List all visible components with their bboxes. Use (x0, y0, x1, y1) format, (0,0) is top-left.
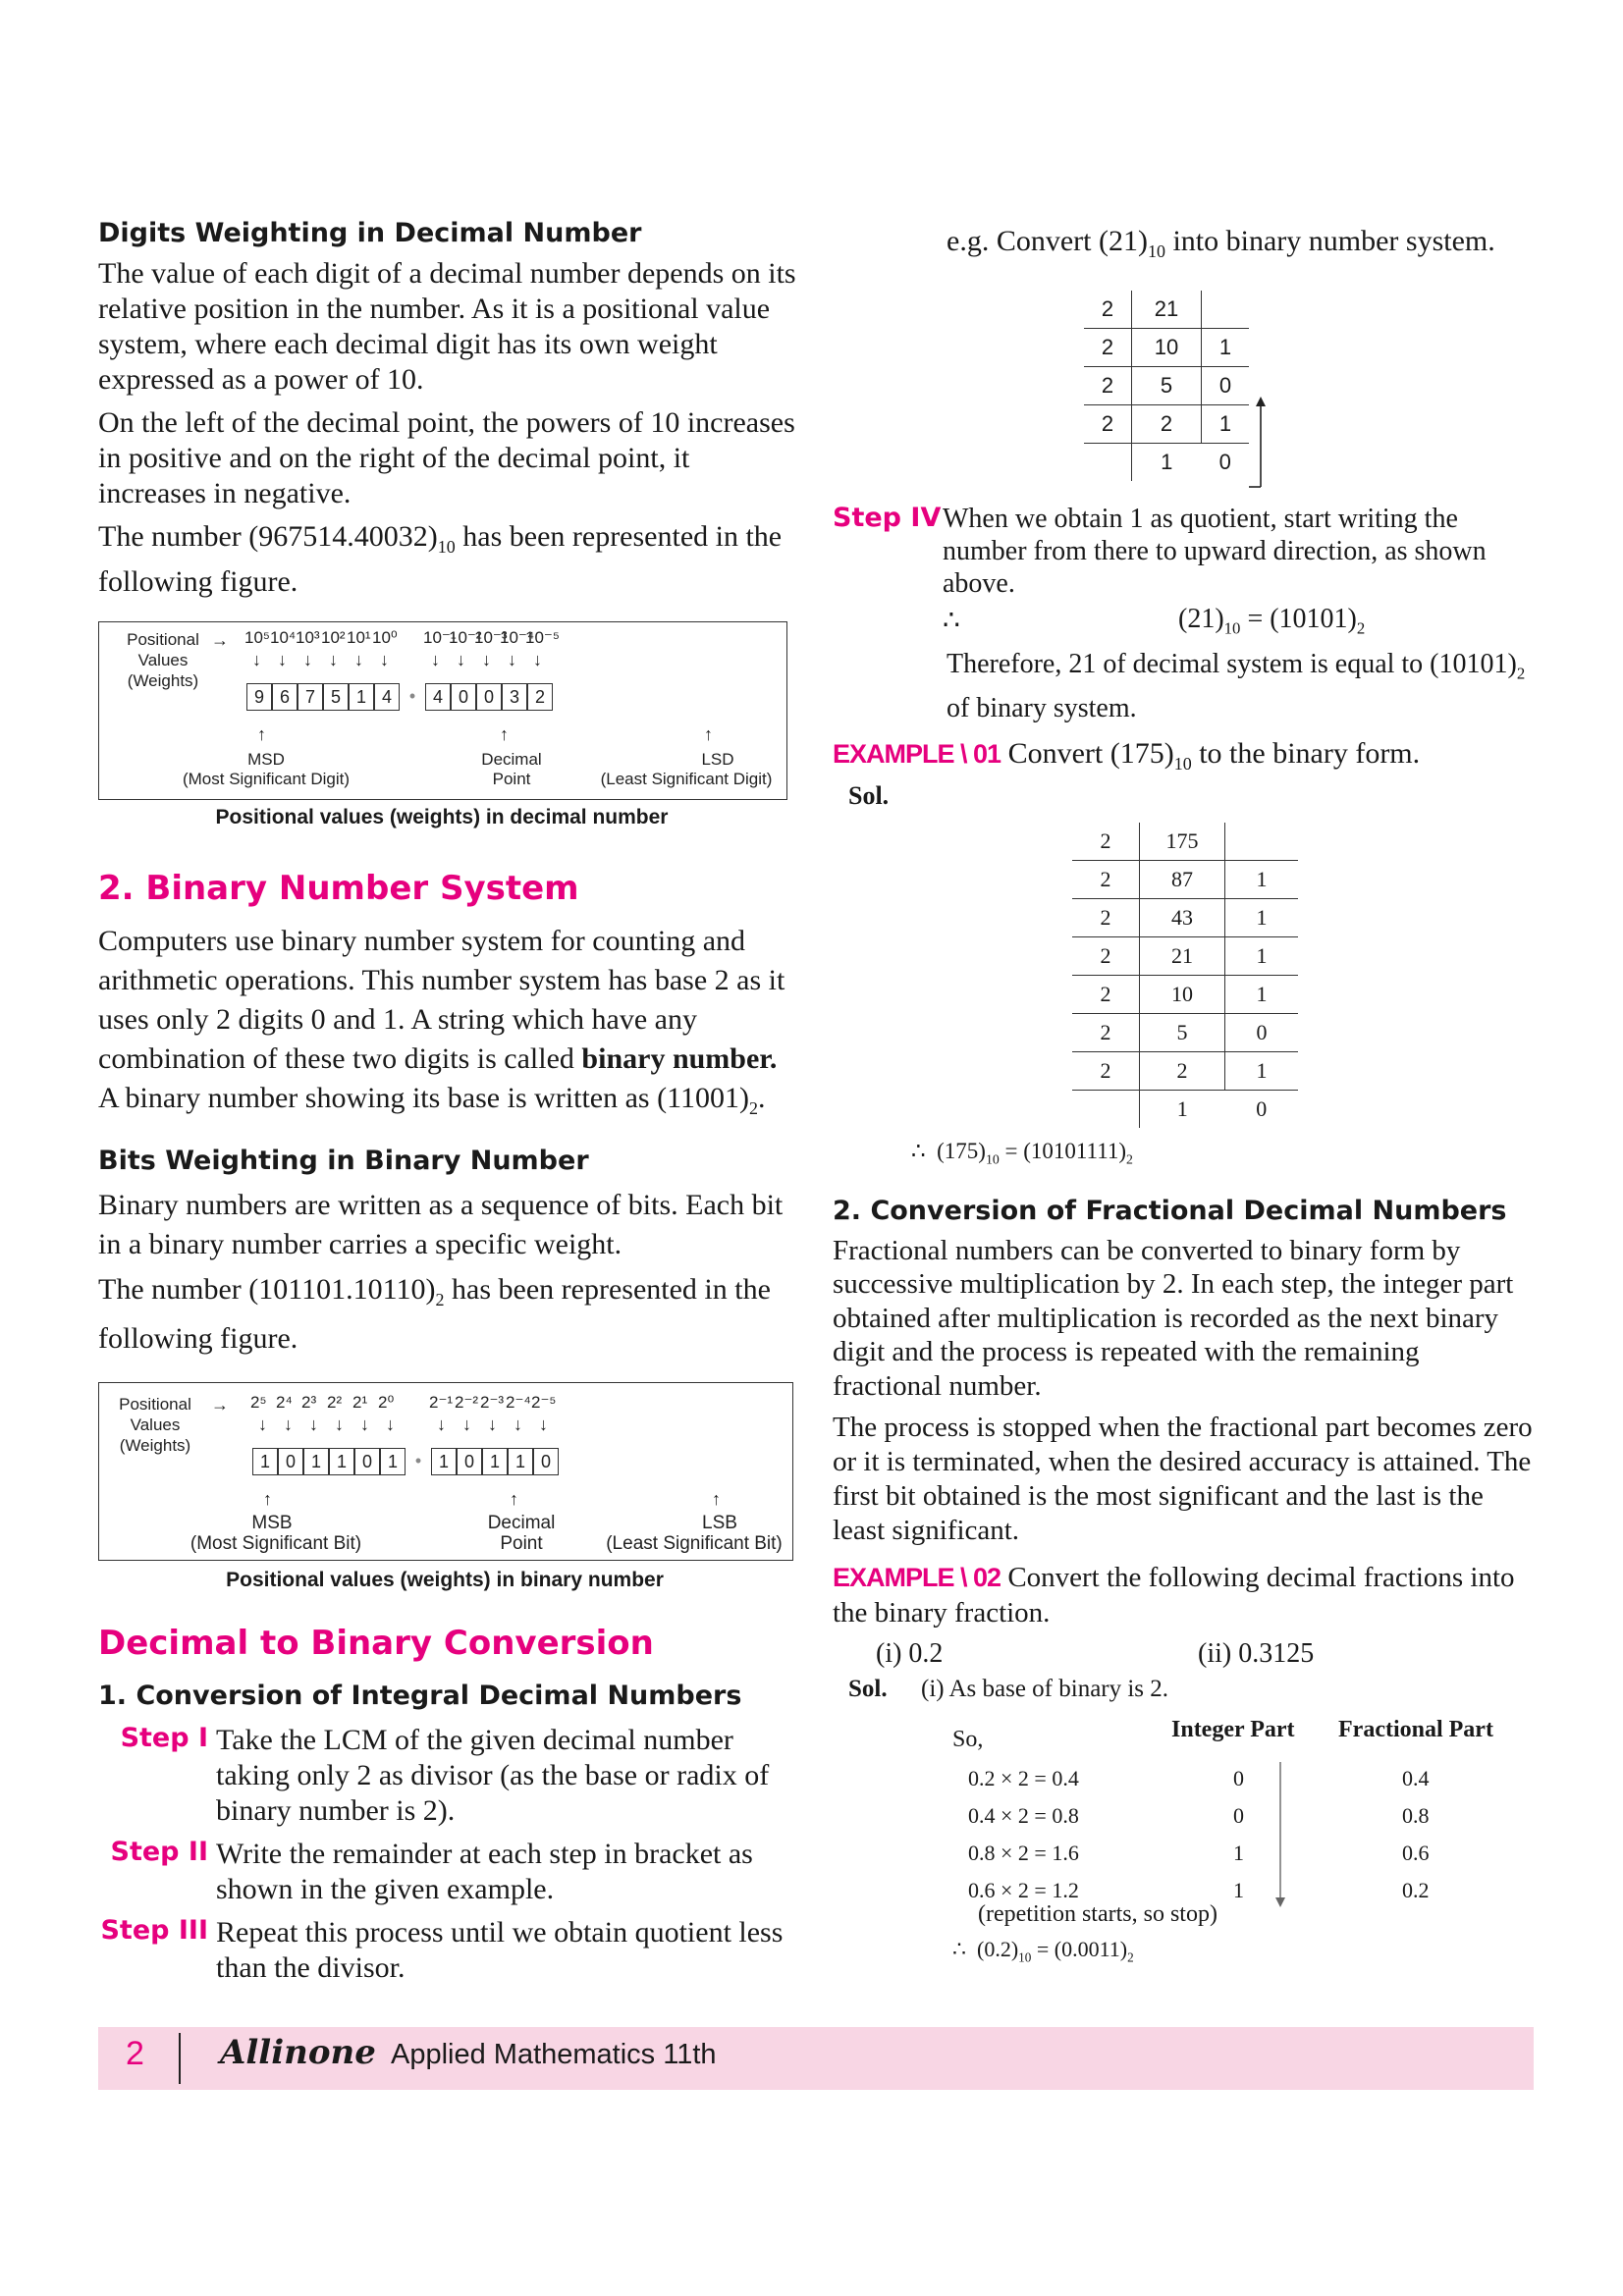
digit-cell: 0 (354, 1448, 380, 1475)
therefore-text: Therefore, 21 of decimal system is equal to $(10101)_2$ of binary system. (947, 648, 1526, 724)
table-cell: 87 (1140, 861, 1225, 899)
fraction-row-expr: 0.8 × 2 = 1.6 (968, 1841, 1079, 1866)
up-arrow-icon: ↑ (510, 1489, 518, 1509)
digit-cell: 1 (329, 1448, 354, 1475)
table-row (1072, 899, 1298, 937)
digit-cell: 6 (272, 683, 298, 711)
col-fractional-part: Fractional Part (1338, 1717, 1493, 1743)
heading-integral-conversion: 1. Conversion of Integral Decimal Numbers (98, 1681, 742, 1711)
power-label: 2⁰ (378, 1393, 395, 1412)
table-cell: 1 (1202, 405, 1250, 444)
paragraph-digits-3: The number $(967514.40032)_{10}$ has been represented in the following figure. (98, 520, 783, 598)
table-row (1072, 1052, 1298, 1091)
fraction-row-int: 0 (1233, 1766, 1244, 1791)
up-arrow-icon (1249, 397, 1278, 495)
up-arrow-icon: ↑ (712, 1489, 721, 1509)
step-2-label: Step II (110, 1837, 208, 1867)
step-3-text: Repeat this process until we obtain quotient less than the divisor. (216, 1916, 784, 1984)
msb-label: MSB (251, 1513, 293, 1533)
table-cell (1225, 823, 1299, 861)
fig-label-values: Values (130, 1415, 181, 1434)
power-label: 10⁻⁵ (525, 628, 560, 647)
fig-label-positional: Positional (127, 630, 199, 649)
table-cell: 0 (1256, 1096, 1268, 1122)
table-cell: 2 (1132, 405, 1202, 444)
fraction-row-frac: 0.6 (1402, 1841, 1430, 1866)
table-cell: 5 (1132, 367, 1202, 405)
power-label: 2⁻¹ (429, 1393, 454, 1412)
digit-cell: 1 (303, 1448, 329, 1475)
lsd-full-label: (Least Significant Digit) (600, 770, 773, 788)
digit-cell: 0 (476, 683, 502, 711)
example-2-part-i: (i) 0.2 (876, 1638, 944, 1670)
table-cell (1084, 444, 1132, 482)
digit-cell: 7 (298, 683, 323, 711)
heading-decimal-to-binary: Decimal to Binary Conversion (98, 1624, 654, 1663)
heading-fractional-conversion: 2. Conversion of Fractional Decimal Numbers (833, 1195, 1507, 1226)
step-1-text: Take the LCM of the given decimal number taking only 2 as divisor (as the base or radix of binary number is 2). (216, 1724, 770, 1827)
msd-label: MSD (247, 750, 285, 769)
down-arrow-icon: ↓ (360, 1415, 369, 1434)
digit-cell: 0 (278, 1448, 303, 1475)
table-cell: 1 (1176, 1096, 1188, 1122)
step-2 (98, 1837, 797, 1907)
example-2: EXAMPLE \ 02 Convert the following decimal fractions into the binary fraction. (833, 1562, 1515, 1629)
therefore-symbol: ∴ (943, 606, 960, 636)
table-cell: 10 (1132, 329, 1202, 367)
decimal-point-label-2: Point (500, 1533, 543, 1554)
example-2-part-ii: (ii) 0.3125 (1198, 1638, 1315, 1670)
up-arrow-icon: ↑ (500, 724, 509, 744)
table-row (1084, 329, 1249, 367)
caption-binary-figure: Positional values (weights) in binary number (226, 1569, 664, 1591)
down-arrow-icon: ↓ (462, 1415, 471, 1434)
table-cell: 2 (1140, 1052, 1225, 1091)
power-label: 2¹ (352, 1393, 368, 1412)
lsb-full-label: (Least Significant Bit) (606, 1533, 783, 1554)
step-3-label: Step III (100, 1915, 208, 1946)
up-arrow-icon: ↑ (257, 724, 266, 744)
digit-cell: 4 (374, 683, 400, 711)
down-arrow-icon: ↓ (386, 1415, 395, 1434)
table-cell: 175 (1140, 823, 1225, 861)
fraction-row-expr: 0.4 × 2 = 0.8 (968, 1803, 1079, 1829)
table-row (1084, 367, 1249, 405)
power-label: 10⁻⁴ (500, 628, 535, 647)
digit-cell: 1 (431, 1448, 457, 1475)
fraction-row-expr: 0.2 × 2 = 0.4 (968, 1766, 1079, 1791)
division-table-21 (1084, 291, 1300, 487)
power-label: 10⁰ (372, 628, 398, 647)
table-row (1072, 1091, 1298, 1129)
power-label: 2⁵ (250, 1393, 267, 1412)
down-arrow-icon: ↓ (431, 650, 440, 669)
footer-divider (179, 2033, 181, 2084)
down-arrow-icon: ↓ (508, 650, 516, 669)
msd-full-label: (Most Significant Digit) (182, 770, 351, 788)
power-label: 10² (321, 628, 346, 647)
table-cell: 2 (1072, 1014, 1140, 1052)
solution-2-label: Sol. (848, 1676, 888, 1703)
digit-cell: 2 (527, 683, 553, 711)
down-arrow-icon: ↓ (533, 650, 542, 669)
fraction-row-expr: 0.6 × 2 = 1.2 (968, 1878, 1079, 1903)
step-1 (98, 1723, 797, 1829)
step-3 (98, 1915, 797, 1986)
digit-cell: 9 (246, 683, 272, 711)
division-table-175 (1072, 823, 1308, 1128)
table-cell: 1 (1202, 329, 1250, 367)
down-arrow-icon: ↓ (278, 650, 287, 669)
paragraph-bits-2: The number $(101101.10110)_2$ has been represented in the following figure. (98, 1273, 771, 1355)
power-label: 2⁻³ (480, 1393, 505, 1412)
result-21 (833, 604, 1535, 639)
table-cell: 1 (1225, 861, 1299, 899)
digit-cell: 5 (323, 683, 349, 711)
table-cell: 2 (1072, 1052, 1140, 1091)
table-cell: 1 (1225, 899, 1299, 937)
example-2-parts (833, 1638, 1535, 1670)
table-cell (1202, 291, 1250, 329)
power-label: 10¹ (347, 628, 371, 647)
digit-cell: 1 (252, 1448, 278, 1475)
power-label: 10⁵ (244, 628, 270, 647)
paragraph-fractional-1: Fractional numbers can be converted to binary form by successive multiplication by 2. In each step, the integer part obtained after multiplication is recorded as the next binary digit and the process is repeated with the remaining fractional number. (833, 1234, 1514, 1402)
fraction-row-int: 1 (1233, 1878, 1244, 1903)
down-arrow-icon: ↓ (380, 650, 389, 669)
heading-digits-weighting: Digits Weighting in Decimal Number (98, 218, 642, 248)
msb-full-label: (Most Significant Bit) (189, 1533, 362, 1554)
table-cell: 0 (1202, 367, 1250, 405)
decimal-point-label: Decimal (487, 1513, 556, 1533)
fraction-row-int: 0 (1233, 1803, 1244, 1829)
table-cell (1072, 1091, 1140, 1129)
down-arrow-icon: ↓ (514, 1415, 522, 1434)
up-arrow-icon: ↑ (263, 1489, 272, 1509)
left-column (98, 218, 797, 1986)
table-row (1072, 937, 1298, 976)
table-cell: 2 (1084, 367, 1132, 405)
example-1-label: EXAMPLE \ 01 (833, 739, 1001, 770)
book-title: Applied Mathematics 11th (391, 2039, 717, 2070)
table-cell: 2 (1072, 899, 1140, 937)
decimal-point-dot: • (414, 1451, 422, 1470)
step-2-text: Write the remainder at each step in bracket as shown in the given example. (216, 1838, 753, 1905)
down-arrow-icon: ↓ (457, 650, 465, 669)
table-cell: 0 (1218, 450, 1231, 474)
digit-cell: 1 (508, 1448, 533, 1475)
down-arrow-icon: ↓ (252, 650, 261, 669)
down-arrow-icon: ↓ (309, 1415, 318, 1434)
table-row (1072, 976, 1298, 1014)
solution-label: Sol. (848, 781, 890, 811)
fraction-row-frac: 0.8 (1402, 1803, 1430, 1829)
fraction-row-frac: 0.2 (1402, 1878, 1430, 1903)
fraction-row-frac: 0.4 (1402, 1766, 1430, 1791)
table-cell: 2 (1072, 823, 1140, 861)
right-column (833, 224, 1535, 1965)
paragraph-digits-1: The value of each digit of a decimal number depends on its relative position in the number. As it is a positional value system, where each decimal digit has its own weight expressed as a power of 10. (98, 257, 796, 396)
table-cell: 2 (1084, 405, 1132, 444)
table-row (1072, 1014, 1298, 1052)
repetition-note: (repetition starts, so stop) (978, 1901, 1217, 1928)
paragraph-digits-2: On the left of the decimal point, the powers of 10 increases in positive and on the right of the decimal point, it increases in negative. (98, 406, 795, 509)
fig-label-values: Values (137, 651, 189, 669)
digit-cell: 0 (457, 1448, 482, 1475)
heading-bits-weighting: Bits Weighting in Binary Number (98, 1146, 589, 1176)
down-arrow-icon: ↓ (539, 1415, 548, 1434)
power-label: 2² (327, 1393, 343, 1412)
table-cell: 2 (1072, 937, 1140, 976)
step-1-label: Step I (120, 1723, 208, 1753)
power-label: 2³ (301, 1393, 317, 1412)
power-label: 10⁴ (270, 628, 297, 647)
paragraph-binary: Computers use binary number system for counting and arithmetic operations. This number system has base 2 as it uses only 2 digits 0 and 1. A string which have any combination of these two digits is called binary number. A binary number showing its base is written as $(11001)_2$. (98, 925, 785, 1118)
power-label: 10⁻² (449, 628, 482, 647)
fig-label-weights: (Weights) (119, 1436, 191, 1455)
table-cell: 21 (1132, 291, 1202, 329)
down-arrow-icon: ↓ (329, 650, 338, 669)
col-integer-part: Integer Part (1171, 1717, 1295, 1743)
binary-positional-figure (98, 1382, 793, 1561)
page-footer (98, 2027, 1534, 2090)
down-arrow-icon: ↓ (284, 1415, 293, 1434)
digit-cell: 3 (502, 683, 527, 711)
page-number: 2 (126, 2035, 144, 2072)
fraction-table (833, 1707, 1535, 1965)
power-label: 10³ (296, 628, 320, 647)
digit-cell: 1 (482, 1448, 508, 1475)
table-cell: 21 (1140, 937, 1225, 976)
step-4-label: Step IV (833, 503, 942, 533)
fig-label-weights: (Weights) (127, 671, 199, 690)
division-table-175-grid (1072, 823, 1298, 1128)
result-175: ∴ $(175)_{10} = (10101111)_2$ (911, 1139, 1133, 1167)
lsb-label: LSB (702, 1513, 737, 1533)
down-arrow-icon: ↓ (335, 1415, 344, 1434)
table-cell: 5 (1140, 1014, 1225, 1052)
solution-2 (833, 1676, 1535, 1703)
digit-cell: 0 (451, 683, 476, 711)
down-arrow-icon: ↓ (303, 650, 312, 669)
heading-binary-number-system: 2. Binary Number System (98, 869, 579, 908)
down-arrow-icon: ↓ (258, 1415, 267, 1434)
decimal-positional-figure (98, 621, 787, 800)
table-cell: 2 (1084, 329, 1132, 367)
power-label: 2⁴ (276, 1393, 293, 1412)
fig-label-positional: Positional (119, 1395, 191, 1414)
table-row (1084, 291, 1249, 329)
table-cell: 1 (1225, 976, 1299, 1014)
table-cell: 1 (1225, 1052, 1299, 1091)
table-row (1072, 861, 1298, 899)
table-cell: 2 (1084, 291, 1132, 329)
table-row (1084, 444, 1249, 482)
decimal-point-dot: • (408, 686, 416, 706)
digit-cell: 1 (349, 683, 374, 711)
decimal-point-label-2: Point (492, 770, 531, 788)
table-row (1072, 823, 1298, 861)
down-arrow-icon: ↓ (354, 650, 363, 669)
power-label: 2⁻⁴ (506, 1393, 531, 1412)
power-label: 10⁻³ (474, 628, 508, 647)
power-label: 2⁻⁵ (531, 1393, 557, 1412)
digit-cell: 4 (425, 683, 451, 711)
paragraph-fractional-2: The process is stopped when the fractional part becomes zero or it is terminated, when the desired accuracy is attained. The first bit obtained is the most significant and the last is the least significant. (833, 1412, 1533, 1547)
down-arrow-icon: ↓ (488, 1415, 497, 1434)
step-4-text: When we obtain 1 as quotient, start writing the number from there to upward direction, as shown above. (943, 504, 1487, 599)
down-arrow-icon: ↓ (482, 650, 491, 669)
decimal-point-label: Decimal (481, 750, 542, 769)
fraction-row-int: 1 (1233, 1841, 1244, 1866)
digit-cell: 0 (533, 1448, 559, 1475)
table-cell: 1 (1161, 450, 1173, 474)
up-arrow-icon: ↑ (704, 724, 713, 744)
power-label: 2⁻² (455, 1393, 479, 1412)
table-row (1084, 405, 1249, 444)
arrow-right-icon: → (211, 630, 229, 650)
table-cell: 2 (1072, 861, 1140, 899)
step-4 (833, 503, 1535, 600)
solution-2-text: (i) As base of binary is 2. (921, 1676, 1169, 1703)
power-label: 10⁻¹ (423, 628, 457, 647)
table-cell: 2 (1072, 976, 1140, 1014)
result-02: ∴ $(0.2)_{10} = (0.0011)_2$ (952, 1937, 1134, 1965)
brand-logo: Allinone (220, 2033, 376, 2072)
digit-cell: 1 (380, 1448, 406, 1475)
division-table-21-grid (1084, 291, 1249, 481)
down-arrow-icon: ↓ (437, 1415, 446, 1434)
arrow-right-icon: → (211, 1395, 229, 1415)
example-2-label: EXAMPLE \ 02 (833, 1563, 1001, 1593)
table-cell: 43 (1140, 899, 1225, 937)
table-cell: 1 (1225, 937, 1299, 976)
table-cell: 10 (1140, 976, 1225, 1014)
table-cell: 0 (1225, 1014, 1299, 1052)
example-intro: e.g. Convert $(21)_{10}$ into binary number system. (947, 225, 1495, 261)
down-arrow-icon (1271, 1762, 1290, 1909)
so-label: So, (952, 1727, 984, 1753)
paragraph-bits-1: Binary numbers are written as a sequence of bits. Each bit in a binary number carries a specific weight. (98, 1189, 784, 1260)
example-1: EXAMPLE \ 01 Convert $(175)_{10}$ to the binary form. (833, 737, 1421, 774)
lsd-label: LSD (701, 750, 734, 769)
result-21-text: $(21)_{10} = (10101)_2$ (1178, 604, 1366, 638)
caption-decimal-figure: Positional values (weights) in decimal number (215, 806, 669, 828)
